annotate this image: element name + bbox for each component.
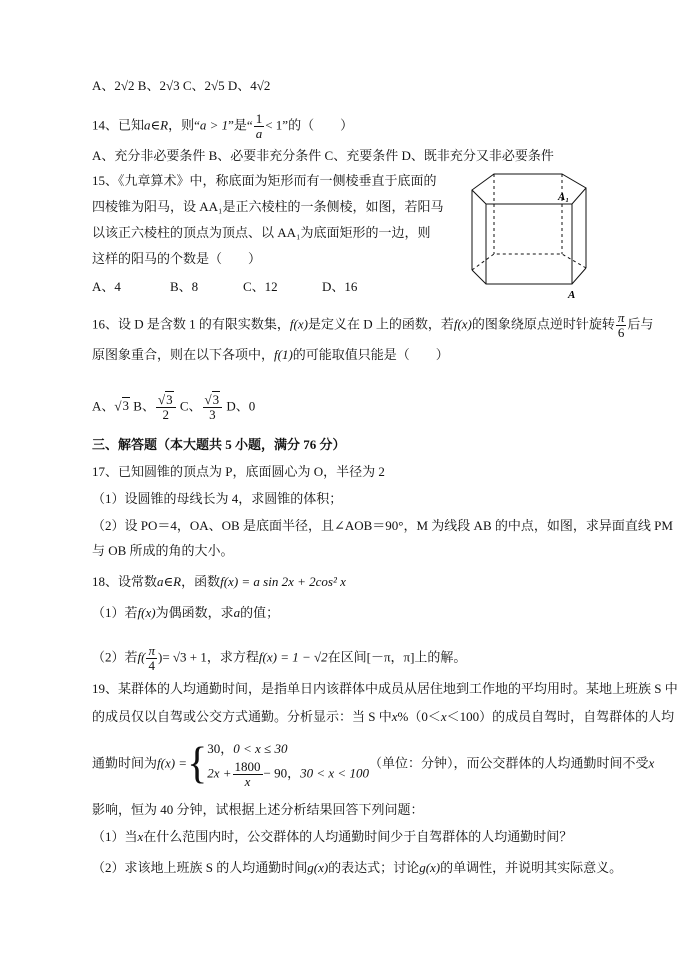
section-title: 三、解答题（本大题共 5 小题，满分 76 分） — [92, 437, 346, 452]
q19-case1-cond: 0 < x ≤ 30 — [233, 741, 288, 756]
q13-option-c-value: 2√5 — [204, 78, 225, 93]
q16-option-b-den: 2 — [162, 407, 170, 422]
q13-option-a-value: 2√2 — [114, 78, 135, 93]
q16-frac-num: π — [617, 310, 625, 325]
q18-p2-eq2: f(x) = 1 − √2 — [258, 649, 328, 665]
q19-p1-end: 在什么范围内时，公交群体的人均通勤时间少于自驾群体的人均通勤时间？ — [143, 829, 573, 844]
q19-case1 — [207, 738, 369, 760]
q18-part1 — [92, 604, 279, 622]
hexagonal-prism-figure — [468, 170, 608, 302]
q18-a-in-r: a∈R — [157, 574, 182, 589]
q13-option-b-value: 2√3 — [159, 78, 180, 93]
q13-option-c: C、 — [182, 78, 205, 93]
sqrt-symbol: √ — [114, 398, 122, 414]
q18-pre: 18、设常数 — [92, 574, 158, 589]
q14-fraction — [254, 112, 265, 141]
q16-option-d: D、0 — [226, 398, 256, 414]
q14-a-in-r: a∈R — [144, 117, 169, 133]
q16-option-b-fraction — [156, 393, 176, 422]
q16-mid2: 的图象绕原点逆时针旋转 — [471, 316, 615, 332]
q17-part2-line2: 与 OB 所成的角的大小。 — [92, 543, 234, 558]
q16-fraction — [616, 311, 627, 340]
q19-p1-x: x — [137, 829, 144, 844]
q13-option-a: A、 — [92, 78, 115, 93]
q19-case2-fraction — [233, 760, 263, 789]
q18-p2-pre: （2）若 — [92, 649, 138, 665]
q19-line2-after: ＜100）的成员自驾时，自驾群体的人均 — [446, 709, 675, 724]
q19-case1-val: 30， — [207, 741, 234, 756]
q19-p2-end: 的单调性，并说明其实际意义。 — [440, 860, 623, 875]
q16-option-b-num: 3 — [166, 392, 173, 407]
q15-line4: 这样的阳马的个数是（ ） — [92, 251, 262, 266]
prism-bottom-front — [472, 268, 586, 284]
q19-p2-g: g(x) — [307, 860, 329, 875]
q18-p1-end: 为偶函数，求 — [155, 605, 234, 620]
q19-p2-mid: 的表达式；讨论 — [328, 860, 420, 875]
q16-f1: f(1) — [274, 347, 293, 362]
q18-part2 — [92, 644, 466, 673]
q13-option-d-value: 4√2 — [250, 78, 271, 93]
q16-stem — [92, 311, 653, 340]
q16-option-a: A、 — [92, 398, 115, 414]
q19-line2-x: x — [391, 709, 398, 724]
q16-fx1: f(x) — [289, 316, 308, 332]
q19-p2-g2: g(x) — [419, 860, 441, 875]
q18-p1-pre: （1）若 — [92, 605, 138, 620]
q18-p1-tail: 的值； — [240, 605, 280, 620]
q19-line2 — [92, 708, 674, 726]
q19-p2-pre: （2）求该地上班族 S 的人均通勤时间 — [92, 860, 308, 875]
q18-p1-a: a — [233, 605, 241, 620]
q17-stem: 17、已知圆锥的顶点为 P，底面圆心为 O，半径为 2 — [92, 464, 385, 479]
q19-piece-x: x — [648, 755, 655, 771]
q16-frac-den: 6 — [617, 325, 625, 340]
q14-stem-mid1: ，则“ — [168, 117, 200, 133]
q15-line2: 四棱锥为阳马，设 AA₁是正六棱柱的一条侧棱，如图，若阳马 — [92, 199, 444, 214]
q15-option-c: C、12 — [243, 279, 278, 294]
q18-p2-num: π — [148, 643, 155, 658]
brace-symbol: { — [187, 739, 208, 788]
q14-options: A、充分非必要条件 B、必要非充分条件 C、充要条件 D、既非充分又非必要条件 — [92, 148, 554, 163]
q19-case2-num: 1800 — [234, 759, 261, 774]
prism-bottom-back — [472, 254, 586, 270]
q19-line2-mid: %（0＜ — [397, 709, 441, 724]
q19-piece-unit: （单位：分钟），而公交群体的人均通勤时间不受 — [368, 755, 649, 771]
q16-option-b: B、 — [133, 398, 155, 414]
label-a: A — [568, 289, 576, 301]
q15-line1: 15、《九章算术》中，称底面为矩形而有一侧棱垂直于底面的 — [92, 173, 437, 188]
q18-mid: ，函数 — [181, 574, 221, 589]
q18-p2-close: ) — [157, 649, 163, 665]
q19-line1: 19、某群体的人均通勤时间，是指单日内该群体中成员从居住地到工作地的平均用时。某地上班族 S 中 — [92, 681, 678, 696]
q19-line2-x2: x — [440, 709, 447, 724]
q18-p2-eq: = √3 + 1 — [162, 649, 207, 665]
q16-line2-pre: 原图象重合，则在以下各项中， — [92, 347, 275, 362]
q14-frac-num: 1 — [255, 111, 263, 126]
q14-stem-pre: 14、已知 — [92, 117, 145, 133]
q16-option-a-value: 3 — [122, 398, 130, 414]
q15-line3: 以该正六棱柱的顶点为顶点、以 AA₁为底面矩形的一边，则 — [92, 225, 431, 240]
q18-stem — [92, 573, 346, 591]
q13-option-d: D、 — [227, 78, 251, 93]
label-a1: A₁ — [558, 191, 570, 203]
q19-part2 — [92, 859, 622, 877]
q19-case2 — [207, 760, 369, 789]
q18-p1-fx: f(x) — [137, 605, 156, 620]
q19-line2-pre: 的成员仅以自驾或公交方式通勤。分析显示：当 S 中 — [92, 709, 392, 724]
sqrt-symbol: √ — [157, 392, 166, 407]
q19-piece-fx: f(x) = — [157, 755, 188, 771]
q15-option-d: D、16 — [322, 279, 358, 294]
q16-fx2: f(x) — [453, 316, 472, 332]
q18-p2-mid: ，求方程 — [206, 649, 259, 665]
q16-mid: 是定义在 D 上的函数，若 — [307, 316, 454, 332]
q17-part1: （1）设圆锥的母线长为 4，求圆锥的体积； — [92, 491, 343, 506]
q16-option-c-num: 3 — [212, 392, 220, 407]
q18-p2-fraction — [146, 644, 157, 673]
q18-p2-tail: 在区间[－π，π]上的解。 — [327, 649, 467, 665]
q19-piece-pre: 通勤时间为 — [92, 755, 158, 771]
q16-pre: 16、设 D 是含数 1 的有限实数集， — [92, 316, 290, 332]
q18-formula: f(x) = a sin 2x + 2cos² x — [220, 574, 346, 589]
q14-stem-end: ”的（ ） — [282, 117, 354, 133]
q16-option-c-den: 3 — [209, 407, 216, 422]
q19-part1 — [92, 828, 572, 846]
q14-cond2-tail: < 1 — [265, 117, 283, 133]
sqrt-symbol: √ — [204, 392, 212, 407]
q19-case2-pre: 2x + — [207, 765, 232, 781]
q14-frac-den: a — [255, 126, 263, 141]
q14-cond1: a > 1 — [199, 117, 229, 133]
q18-p2-den: 4 — [148, 658, 155, 673]
q14-stem-mid2: ”是“ — [228, 117, 253, 133]
q14-stem — [92, 112, 353, 141]
q16-line2 — [92, 346, 449, 364]
q19-case2-post: − 90， — [263, 765, 301, 781]
q16-option-c: C、 — [179, 398, 202, 414]
q19-case2-den: x — [244, 774, 251, 789]
q16-line2-end: 的可能取值只能是（ ） — [292, 347, 449, 362]
q15-option-a: A、4 — [92, 279, 121, 294]
q13-options — [92, 77, 270, 95]
q15-option-b: B、8 — [170, 279, 199, 294]
q19-case2-cond: 30 < x < 100 — [300, 765, 369, 781]
q19-line4: 影响，恒为 40 分钟，试根据上述分析结果回答下列问题： — [92, 802, 424, 817]
q19-piecewise — [92, 738, 654, 789]
q18-p2-f: f( — [137, 649, 146, 665]
q16-options — [92, 393, 255, 422]
q17-part2-line1: （2）设 PO＝4，OA、OB 是底面半径，且∠AOB＝90°，M 为线段 AB 的中点，如图，求异面直线 PM — [92, 518, 673, 533]
q13-option-b: B、 — [137, 78, 160, 93]
q19-p1-pre: （1）当 — [92, 829, 138, 844]
q19-piecewise-cases — [207, 738, 369, 789]
q16-option-c-fraction — [203, 393, 223, 422]
q16-end: 后与 — [627, 316, 654, 332]
